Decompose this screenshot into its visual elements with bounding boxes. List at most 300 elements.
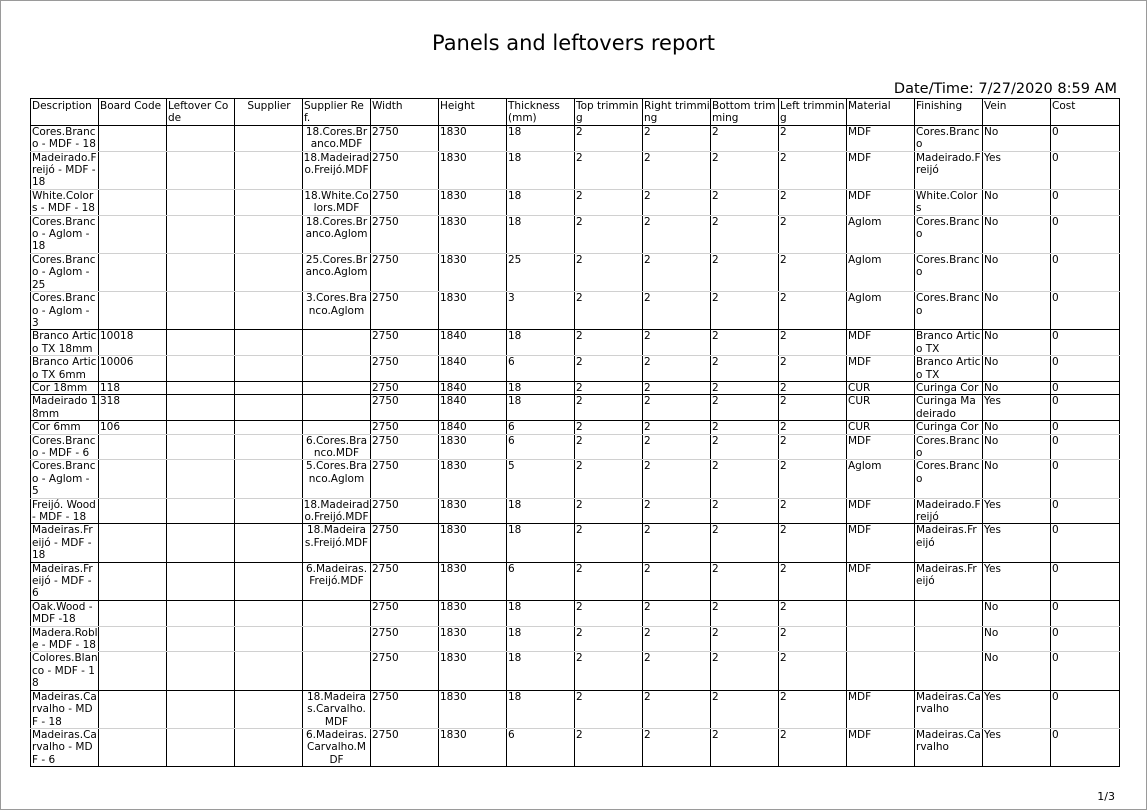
table-cell: 2 xyxy=(575,395,643,421)
table-cell xyxy=(235,626,303,652)
table-cell: 18 xyxy=(507,125,575,151)
table-cell xyxy=(235,562,303,600)
table-cell xyxy=(235,460,303,498)
table-cell: Cores.Branco - MDF - 18 xyxy=(31,125,99,151)
table-cell xyxy=(167,330,235,356)
table-cell: 1830 xyxy=(439,524,507,562)
table-cell: 2 xyxy=(643,292,711,330)
table-cell: 2 xyxy=(575,151,643,189)
table-cell: Cores.Branco xyxy=(915,215,983,253)
table-cell: 2 xyxy=(711,524,779,562)
table-cell: 2750 xyxy=(371,330,439,356)
table-cell xyxy=(167,498,235,524)
table-cell: MDF xyxy=(847,498,915,524)
column-header: Height xyxy=(439,99,507,126)
table-cell: 2 xyxy=(575,253,643,291)
table-cell: Cores.Branco - MDF - 6 xyxy=(31,434,99,460)
table-cell xyxy=(99,151,167,189)
table-cell: Colores.Blanco - MDF - 18 xyxy=(32,652,98,690)
table-cell: Branco Artico TX 6mm xyxy=(31,356,99,382)
table-row xyxy=(31,626,1120,652)
table-cell: 2 xyxy=(711,652,779,690)
table-cell: 2 xyxy=(779,381,847,394)
table-cell: 2750 xyxy=(371,562,439,600)
table-cell xyxy=(167,434,235,460)
table-cell: White.Colors - MDF - 18 xyxy=(31,189,99,215)
table-cell: Madeiras.Carvalho - MDF - 6 xyxy=(32,728,97,766)
table-cell: No xyxy=(983,356,1051,382)
table-cell xyxy=(235,600,303,626)
table-cell: 2 xyxy=(711,626,779,652)
table-cell: Curinga Cor xyxy=(915,381,983,394)
table-cell: 2 xyxy=(711,421,779,434)
report-title: Panels and leftovers report xyxy=(431,31,716,55)
table-cell: 2 xyxy=(711,395,779,421)
table-cell: 18 xyxy=(507,524,575,562)
table-cell: 2750 xyxy=(371,356,439,382)
table-cell: 2 xyxy=(779,728,847,766)
table-cell: 2 xyxy=(779,189,847,215)
table-cell: 1830 xyxy=(439,125,507,151)
table-cell: 18 xyxy=(507,652,575,690)
table-cell: MDF xyxy=(847,690,915,728)
table-cell: 1830 xyxy=(439,460,507,498)
table-cell: 1830 xyxy=(439,253,507,291)
table-cell: 2 xyxy=(575,292,643,330)
table-cell: 18 xyxy=(507,600,575,626)
table-cell: 18 xyxy=(507,381,575,394)
table-cell: Madeiras.Freijó - MDF - 18 xyxy=(31,524,99,562)
table-cell: 18.Madeiras.Freijó.MDF xyxy=(303,524,371,562)
table-cell xyxy=(167,292,235,330)
table-cell xyxy=(235,151,303,189)
table-row xyxy=(31,215,1120,253)
table-cell: 2 xyxy=(711,292,779,330)
table-cell xyxy=(303,626,371,652)
table-cell: 2 xyxy=(575,189,643,215)
table-cell xyxy=(167,460,235,498)
table-cell: 2 xyxy=(643,690,711,728)
table-cell: Branco Artico TX xyxy=(915,356,983,382)
table-cell xyxy=(915,652,983,690)
table-cell: 2 xyxy=(575,626,643,652)
table-cell xyxy=(235,652,303,690)
table-cell xyxy=(303,381,371,394)
table-cell: 10018 xyxy=(99,330,167,356)
table-cell: 2750 xyxy=(371,395,439,421)
table-cell: Madeirado.Freijó xyxy=(915,151,983,189)
table-cell: 2 xyxy=(575,562,643,600)
table-cell xyxy=(167,421,235,434)
table-cell: Madeirado 18mm xyxy=(32,395,98,420)
table-row xyxy=(31,292,1120,330)
table-cell: 1840 xyxy=(439,356,507,382)
table-cell: MDF xyxy=(847,524,915,562)
table-cell: 0 xyxy=(1051,498,1120,524)
table-cell: 106 xyxy=(99,421,167,434)
table-cell: 2 xyxy=(643,626,711,652)
table-cell: Madeirado.Freijó - MDF - 18 xyxy=(32,151,97,189)
table-cell: Yes xyxy=(983,151,1051,189)
table-cell xyxy=(303,356,371,382)
column-header: Right trimming xyxy=(644,100,710,125)
table-cell: Yes xyxy=(983,395,1051,421)
table-cell: Madeiras.Freijó xyxy=(915,524,983,562)
table-cell xyxy=(235,434,303,460)
table-cell: 2 xyxy=(779,292,847,330)
table-cell: Cores.Branco xyxy=(915,125,983,151)
table-cell: 2750 xyxy=(371,460,439,498)
table-cell: 2 xyxy=(575,728,643,766)
table-cell: CUR xyxy=(847,381,915,394)
table-cell: 3.Cores.Branco.Aglom xyxy=(303,292,371,330)
table-row xyxy=(31,395,1120,421)
table-row xyxy=(31,600,1120,626)
table-cell: 6 xyxy=(507,421,575,434)
table-cell: 0 xyxy=(1051,189,1120,215)
table-cell xyxy=(235,330,303,356)
table-cell: 2 xyxy=(643,652,711,690)
table-cell xyxy=(167,215,235,253)
table-cell: Cores.Branco xyxy=(915,460,983,498)
table-cell: Yes xyxy=(983,690,1051,728)
table-cell: 2 xyxy=(643,421,711,434)
table-cell xyxy=(99,652,167,690)
table-cell: 2 xyxy=(643,498,711,524)
table-row xyxy=(31,652,1120,690)
table-cell: 0 xyxy=(1051,253,1120,291)
table-cell xyxy=(167,600,235,626)
table-cell: 6 xyxy=(507,728,575,766)
table-cell: Madeiras.Carvalho xyxy=(915,728,983,766)
table-cell xyxy=(167,253,235,291)
table-cell: Madeiras.Freijó xyxy=(915,562,983,600)
table-cell: 2 xyxy=(779,330,847,356)
table-cell: 2 xyxy=(779,151,847,189)
table-cell: 2 xyxy=(643,728,711,766)
table-cell: 2 xyxy=(711,356,779,382)
table-cell: MDF xyxy=(847,189,915,215)
table-cell: CUR xyxy=(847,395,915,421)
table-cell xyxy=(99,253,167,291)
table-cell: MDF xyxy=(847,356,915,382)
column-header: Bottom trimming xyxy=(711,99,779,126)
column-header: Material xyxy=(847,99,915,126)
table-cell: 2750 xyxy=(371,652,439,690)
table-cell: No xyxy=(983,215,1051,253)
table-cell: No xyxy=(983,460,1051,498)
table-cell xyxy=(303,600,371,626)
table-cell: CUR xyxy=(847,421,915,434)
table-cell: 2 xyxy=(575,524,643,562)
table-cell: 2 xyxy=(575,421,643,434)
table-cell: 2 xyxy=(711,381,779,394)
table-cell xyxy=(167,189,235,215)
table-cell: 0 xyxy=(1051,125,1120,151)
table-row xyxy=(31,189,1120,215)
table-cell xyxy=(99,189,167,215)
table-cell: 1830 xyxy=(439,626,507,652)
table-cell: 2750 xyxy=(371,381,439,394)
table-cell: 6.Madeiras.Carvalho.MDF xyxy=(303,728,371,766)
table-cell: 2 xyxy=(575,125,643,151)
table-cell: 2 xyxy=(779,498,847,524)
table-cell: 0 xyxy=(1051,600,1120,626)
table-cell: 2 xyxy=(779,215,847,253)
table-cell: No xyxy=(983,652,1051,690)
table-cell: 2 xyxy=(575,460,643,498)
table-cell: 0 xyxy=(1051,626,1120,652)
table-cell: Aglom xyxy=(847,215,915,253)
table-cell: 25 xyxy=(507,253,575,291)
table-cell: 2750 xyxy=(371,498,439,524)
table-cell xyxy=(167,524,235,562)
table-cell: 0 xyxy=(1051,652,1120,690)
table-cell: 2750 xyxy=(371,125,439,151)
table-cell: 1840 xyxy=(439,395,507,421)
table-cell: Yes xyxy=(983,498,1051,524)
table-row xyxy=(31,690,1120,728)
table-cell: 0 xyxy=(1051,292,1120,330)
table-cell xyxy=(235,381,303,394)
table-cell: Cores.Branco - Aglom - 18 xyxy=(31,215,99,253)
table-cell xyxy=(167,151,235,189)
table-cell xyxy=(167,652,235,690)
table-cell: 2 xyxy=(643,460,711,498)
table-cell: 2 xyxy=(643,189,711,215)
table-cell: 2 xyxy=(711,460,779,498)
table-row xyxy=(31,330,1120,356)
table-cell: 2 xyxy=(643,151,711,189)
table-cell: Curinga Madeirado xyxy=(915,395,983,421)
table-cell xyxy=(235,215,303,253)
table-cell: Oak.Wood - MDF -18 xyxy=(31,600,99,626)
table-cell xyxy=(167,356,235,382)
table-cell: 2 xyxy=(643,253,711,291)
table-cell: MDF xyxy=(847,330,915,356)
table-cell: 18.White.Colors.MDF xyxy=(304,189,369,215)
table-cell: 2 xyxy=(779,125,847,151)
table-cell: Cores.Branco - Aglom - 25 xyxy=(31,253,99,291)
table-cell: 2 xyxy=(711,434,779,460)
table-cell: 18 xyxy=(507,151,575,189)
table-cell xyxy=(915,600,983,626)
table-cell: 2750 xyxy=(371,215,439,253)
table-cell: 2750 xyxy=(371,690,439,728)
table-cell: 0 xyxy=(1051,215,1120,253)
table-cell: 2 xyxy=(711,562,779,600)
table-cell: MDF xyxy=(847,151,915,189)
table-cell: 2 xyxy=(575,215,643,253)
table-cell xyxy=(99,125,167,151)
table-cell: 2 xyxy=(643,562,711,600)
table-cell: 2750 xyxy=(371,253,439,291)
table-cell: 2 xyxy=(711,600,779,626)
column-header: Left trimming xyxy=(779,99,847,126)
table-cell: 18.Cores.Branco.Aglom xyxy=(303,215,371,253)
table-cell: No xyxy=(983,125,1051,151)
table-cell: 2 xyxy=(779,562,847,600)
table-cell: 18 xyxy=(507,690,575,728)
table-cell: 25.Cores.Branco.Aglom xyxy=(303,253,371,291)
table-cell: 1830 xyxy=(439,600,507,626)
table-cell: Cores.Branco xyxy=(915,292,983,330)
table-cell: 2 xyxy=(643,215,711,253)
table-cell: 118 xyxy=(99,381,167,394)
table-cell: 0 xyxy=(1051,728,1120,766)
table-cell: 1830 xyxy=(439,151,507,189)
table-cell: Madera.Roble - MDF - 18 xyxy=(32,626,98,652)
table-cell: Yes xyxy=(983,728,1051,766)
table-cell: 1830 xyxy=(439,690,507,728)
table-cell xyxy=(847,652,915,690)
table-cell: 1830 xyxy=(439,215,507,253)
table-cell xyxy=(99,292,167,330)
table-cell: No xyxy=(983,330,1051,356)
table-cell xyxy=(235,189,303,215)
table-cell: 2 xyxy=(779,626,847,652)
column-header: Thickness (mm) xyxy=(507,99,575,126)
table-cell: 0 xyxy=(1051,330,1120,356)
report-datetime: Date/Time: 7/27/2020 8:59 AM xyxy=(893,81,1117,97)
table-cell: 18 xyxy=(507,189,575,215)
table-cell: 2 xyxy=(643,381,711,394)
table-cell: 2 xyxy=(779,421,847,434)
table-cell xyxy=(303,330,371,356)
table-cell xyxy=(235,395,303,421)
table-cell: No xyxy=(983,253,1051,291)
table-cell: 1830 xyxy=(439,189,507,215)
table-cell: 318 xyxy=(99,395,167,421)
table-body xyxy=(31,125,1120,766)
table-cell: Aglom xyxy=(847,292,915,330)
table-cell: No xyxy=(983,381,1051,394)
table-cell: 2 xyxy=(711,189,779,215)
table-cell: 18 xyxy=(507,626,575,652)
table-cell: Cor 18mm xyxy=(31,381,99,394)
column-header: Vein xyxy=(983,99,1051,126)
table-cell: 2 xyxy=(575,381,643,394)
table-cell: Madeirado.Freijó xyxy=(916,498,981,523)
table-cell xyxy=(235,498,303,524)
table-cell xyxy=(235,690,303,728)
table-cell: Freijó. Wood - MDF - 18 xyxy=(31,498,99,524)
table-cell: 2 xyxy=(575,652,643,690)
table-cell: 18.Madeirado.Freijó.MDF xyxy=(303,498,370,523)
table-cell: 2 xyxy=(711,690,779,728)
table-cell xyxy=(303,395,371,421)
table-cell: No xyxy=(983,626,1051,652)
table-row xyxy=(31,151,1120,189)
table-cell: 2 xyxy=(779,460,847,498)
table-cell xyxy=(235,125,303,151)
table-cell: Madeiras.Freijó - MDF - 6 xyxy=(31,562,99,600)
page-number: 1/3 xyxy=(1097,790,1115,803)
table-row xyxy=(31,253,1120,291)
table-cell: 18 xyxy=(507,498,575,524)
table-cell xyxy=(235,421,303,434)
table-cell: 0 xyxy=(1051,356,1120,382)
table-cell: 2 xyxy=(779,690,847,728)
column-header: Top trimming xyxy=(575,99,643,126)
table-row xyxy=(31,562,1120,600)
table-cell: 2 xyxy=(575,498,643,524)
table-cell: 2 xyxy=(575,356,643,382)
table-cell: 1830 xyxy=(439,728,507,766)
table-cell xyxy=(99,434,167,460)
table-cell: 2 xyxy=(643,356,711,382)
table-cell: 2 xyxy=(779,253,847,291)
table-cell xyxy=(235,728,303,766)
table-cell xyxy=(235,253,303,291)
table-cell: 2750 xyxy=(371,626,439,652)
table-cell: 2750 xyxy=(371,151,439,189)
table-row xyxy=(31,434,1120,460)
column-header: Width xyxy=(371,99,439,126)
table-row xyxy=(31,498,1120,524)
table-cell: 2 xyxy=(643,330,711,356)
table-cell: MDF xyxy=(847,434,915,460)
table-cell: 2 xyxy=(643,395,711,421)
table-cell: 18 xyxy=(507,395,575,421)
table-cell: 0 xyxy=(1051,434,1120,460)
table-cell: 2 xyxy=(779,395,847,421)
table-cell xyxy=(167,125,235,151)
table-cell: 0 xyxy=(1051,395,1120,421)
table-cell: Aglom xyxy=(847,460,915,498)
table-cell: Branco Artico TX 18mm xyxy=(31,330,99,356)
table-cell: 1840 xyxy=(439,330,507,356)
table-cell: 3 xyxy=(507,292,575,330)
table-cell xyxy=(167,690,235,728)
table-cell xyxy=(847,600,915,626)
table-cell: 2 xyxy=(779,434,847,460)
table-cell: 2 xyxy=(711,151,779,189)
table-cell: 2 xyxy=(575,690,643,728)
table-cell: MDF xyxy=(847,728,915,766)
column-header: Description xyxy=(31,99,99,126)
column-header: Leftover Code xyxy=(167,99,235,126)
table-cell: 5 xyxy=(507,460,575,498)
table-row xyxy=(31,460,1120,498)
table-cell: Cores.Branco - Aglom - 3 xyxy=(31,292,99,330)
table-cell xyxy=(235,292,303,330)
table-cell: 2750 xyxy=(371,189,439,215)
table-cell: Madeiras.Carvalho xyxy=(915,690,983,728)
table-cell xyxy=(235,524,303,562)
table-cell: 2 xyxy=(779,600,847,626)
table-cell: 0 xyxy=(1051,421,1120,434)
table-cell xyxy=(915,626,983,652)
table-cell: MDF xyxy=(847,125,915,151)
table-cell: 6 xyxy=(507,562,575,600)
table-row xyxy=(31,356,1120,382)
table-cell: 1840 xyxy=(439,421,507,434)
table-cell: Cores.Branco - Aglom - 5 xyxy=(31,460,99,498)
table-cell xyxy=(167,381,235,394)
table-cell xyxy=(167,626,235,652)
table-cell: 6.Madeiras.Freijó.MDF xyxy=(303,562,371,600)
table-cell: 2 xyxy=(643,434,711,460)
table-cell: No xyxy=(983,189,1051,215)
table-cell: 2 xyxy=(643,600,711,626)
table-cell: No xyxy=(983,434,1051,460)
report-table xyxy=(30,98,1120,767)
table-cell xyxy=(167,562,235,600)
column-header: Cost xyxy=(1051,99,1120,126)
table-cell xyxy=(99,728,167,766)
table-cell: 2 xyxy=(711,125,779,151)
